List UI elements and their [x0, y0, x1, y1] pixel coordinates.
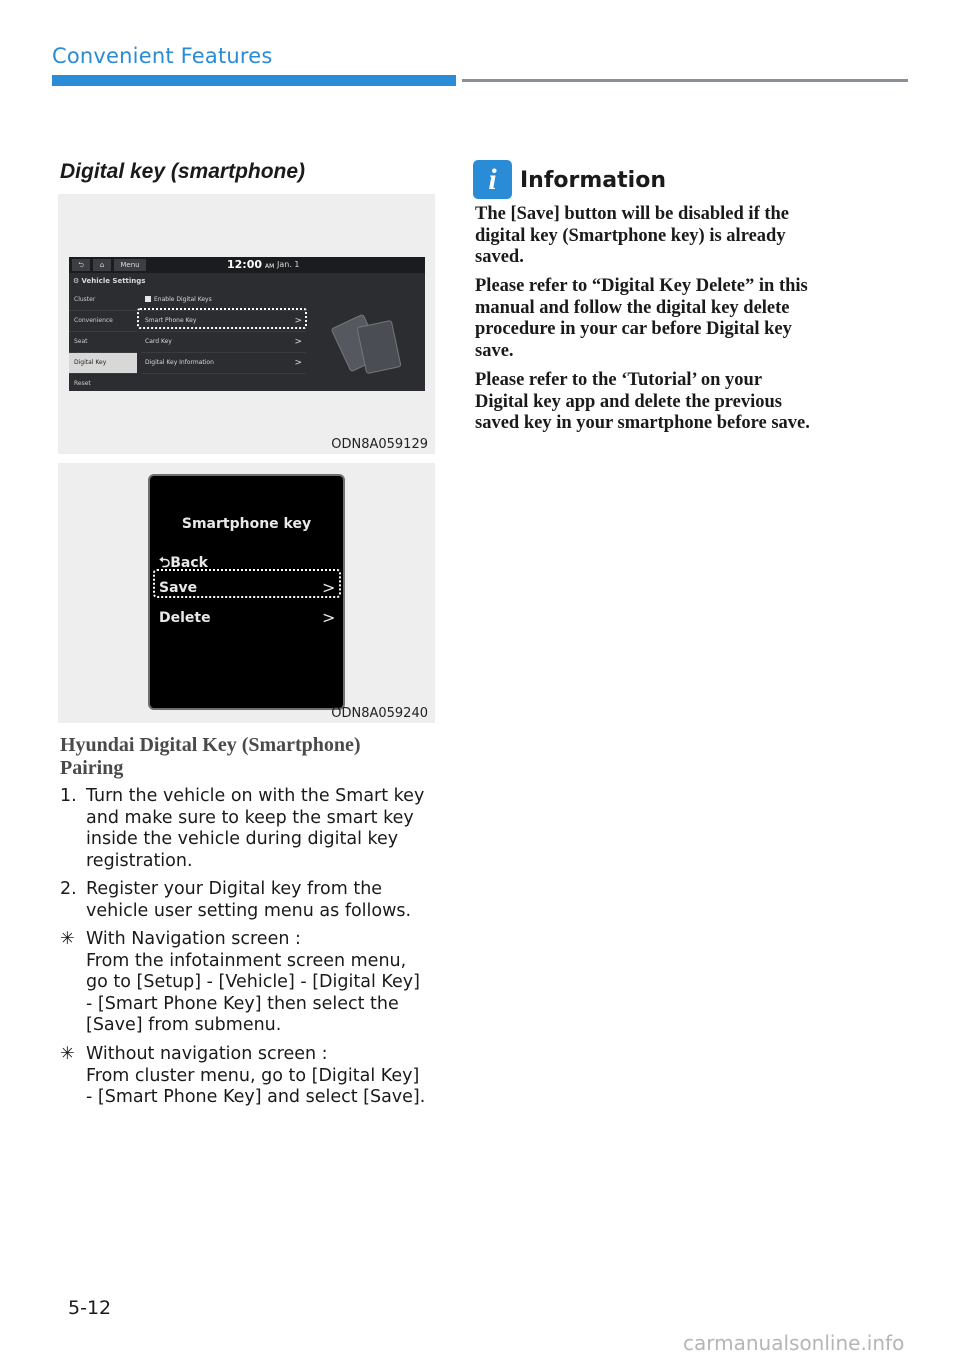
menu-item: Card Key > — [141, 332, 306, 353]
menu-item: Smart Phone Key > — [141, 311, 306, 332]
info-title: Information — [520, 168, 666, 193]
cluster-title: Smartphone key — [181, 516, 312, 532]
sidebar-item: Seat — [69, 332, 137, 353]
cluster-save-item: Save — [159, 580, 198, 596]
menu-item: Enable Digital Keys — [141, 290, 306, 311]
menu-item: Digital Key Information > — [141, 353, 306, 374]
sidebar-item: Cluster — [69, 290, 137, 311]
checkbox-icon — [145, 296, 151, 302]
info-paragraph: The [Save] button will be disabled if the digital key (Smartphone key) is already saved. — [475, 204, 790, 267]
vehicle-settings-title: ⚙ Vehicle Settings — [73, 277, 146, 285]
gear-icon: ⚙ — [73, 277, 80, 285]
subheading: Digital key (smartphone) — [60, 160, 306, 183]
asterisk-icon: ✳ — [60, 929, 75, 949]
cluster-screen — [148, 474, 345, 710]
asterisk-icon: ✳ — [60, 1044, 75, 1064]
menu-button: Menu — [114, 259, 146, 271]
header-accent-bar — [52, 75, 456, 86]
note-navigation: ✳ With Navigation screen : From the infotainment screen menu, go to [Setup] - [Vehicle] - [Digital Key] - [Smart Phone Key] then select the [Save] from submenu. — [60, 929, 420, 1035]
figure-infotainment — [58, 194, 435, 454]
sidebar-item: Convenience — [69, 311, 137, 332]
highlight-outline — [137, 308, 307, 329]
infotainment-screen — [69, 257, 425, 391]
cluster-delete-item: Delete — [159, 610, 211, 626]
chevron-right-icon: > — [294, 316, 302, 326]
back-arrow-icon: ⮌ — [159, 555, 171, 571]
header-rule — [462, 79, 908, 82]
page-number: 5-12 — [68, 1297, 112, 1319]
info-icon: i — [473, 160, 512, 199]
info-paragraph: Please refer to the ‘Tutorial’ on your Digital key app and delete the previous saved key in your smartphone before save. — [475, 370, 810, 433]
section-title: Convenient Features — [52, 44, 273, 68]
settings-menu — [141, 290, 306, 374]
step-1: 1. Turn the vehicle on with the Smart key and make sure to keep the smart key inside the vehicle during digital key registration. — [60, 786, 425, 871]
info-paragraph: Please refer to “Digital Key Delete” in this manual and follow the digital key delete procedure in your car before Digital key save. — [475, 276, 808, 361]
highlight-outline — [153, 569, 341, 598]
figure-code: ODN8A059240 — [331, 706, 428, 721]
back-icon: ⮌ — [72, 259, 90, 271]
watermark: carmanualsonline.info — [683, 1331, 905, 1355]
clock-time: 12:00 AM — [227, 258, 275, 271]
sidebar-item-active: Digital Key — [69, 353, 137, 374]
figure-code: ODN8A059129 — [331, 437, 428, 452]
chevron-right-icon: > — [322, 578, 336, 597]
step-2: 2. Register your Digital key from the vehicle user setting menu as follows. — [60, 879, 412, 921]
home-icon: ⌂ — [93, 259, 111, 271]
chevron-right-icon: > — [294, 337, 302, 347]
settings-sidebar — [69, 290, 137, 391]
chevron-right-icon: > — [294, 358, 302, 368]
sidebar-item: Reset — [69, 374, 137, 391]
clock-date: Jan. 1 — [277, 260, 300, 269]
figure-cluster — [58, 463, 435, 723]
pairing-heading: Hyundai Digital Key (Smartphone) Pairing — [60, 734, 361, 779]
cluster-back-item: ⮌Back — [159, 555, 208, 571]
step-number: 2. — [60, 879, 77, 899]
step-number: 1. — [60, 786, 77, 806]
chevron-right-icon: > — [322, 608, 336, 627]
note-no-navigation: ✳ Without navigation screen : From cluster menu, go to [Digital Key] - [Smart Phone Key] and select [Save]. — [60, 1044, 426, 1107]
